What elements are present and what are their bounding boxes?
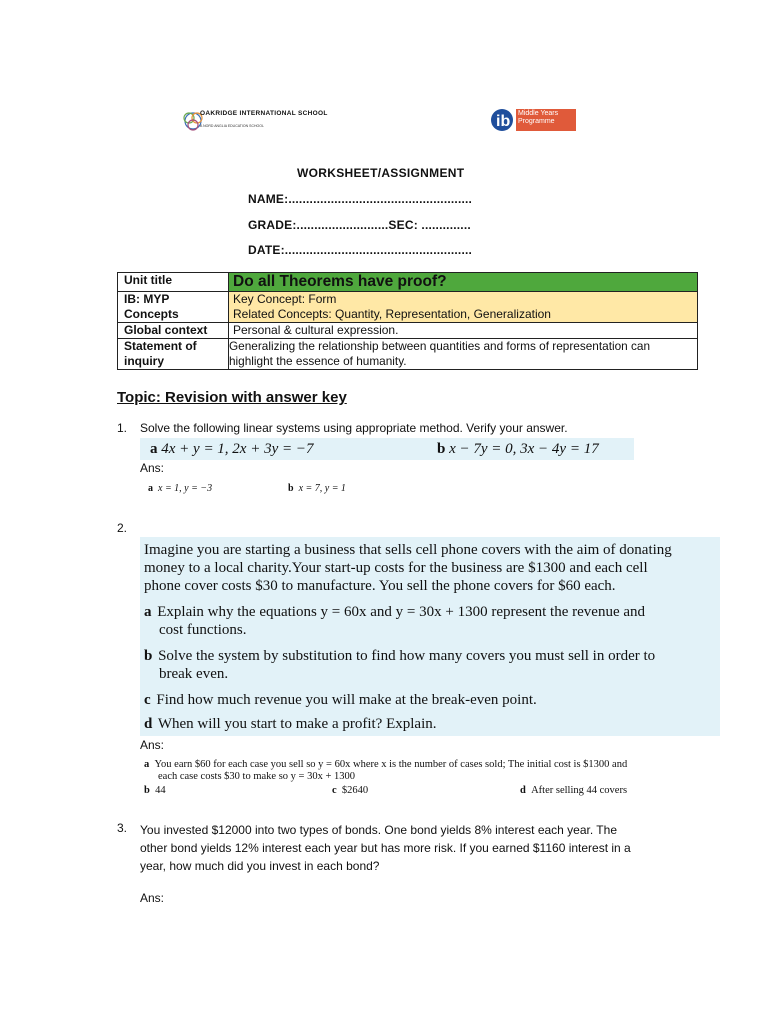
q2-solution-c — [332, 785, 368, 797]
q2-solution-d — [520, 785, 627, 797]
q2-intro — [144, 541, 716, 595]
q1-answer-b — [288, 483, 346, 494]
inquiry-label-line2: inquiry — [124, 354, 165, 368]
q2-b-line1: Solve the system by substitution to find how many covers you must sell in order to — [158, 648, 656, 664]
svg-text:ib: ib — [496, 113, 511, 130]
ib-line-1: Middle Years — [518, 110, 559, 117]
q1-ans-a-value: x = 1, y = −3 — [158, 483, 213, 494]
worksheet-title: WORKSHEET/ASSIGNMENT — [297, 166, 465, 180]
q2-b-line2: break even. — [159, 666, 229, 682]
inquiry-label-line1: Statement of — [124, 339, 197, 353]
q1-ans-label: Ans: — [140, 461, 165, 475]
q2-intro-line1: Imagine you are starting a business that sells cell phone covers with the aim of donating — [144, 542, 672, 558]
school-name: OAKRIDGE INTERNATIONAL SCHOOL — [200, 110, 328, 117]
q2-sol-c-value: $2640 — [341, 785, 369, 796]
q2-part-b — [144, 647, 714, 683]
ib-programme-label — [518, 110, 558, 126]
q2-b-label: b — [144, 648, 153, 664]
q2-d-text: When will you start to make a profit? Explain. — [157, 716, 437, 732]
q1-b-label: b — [437, 441, 446, 457]
q1-part-a — [150, 441, 314, 458]
q1-ans-b-label: b — [288, 483, 294, 494]
school-subtitle: A NORD ANGLIA EDUCATION SCHOOL — [200, 124, 264, 128]
q2-number: 2. — [117, 521, 128, 535]
ib-line-2: Programme — [518, 118, 555, 125]
unit-title-value: Do all Theorems have proof? — [229, 273, 698, 292]
unit-title-label: Unit title — [118, 273, 229, 292]
q2-solution-a — [144, 759, 714, 783]
concepts-label-line1: IB: MYP — [124, 292, 170, 306]
inquiry-value-line1: Generalizing the relationship between quantities and forms of representation can — [229, 339, 651, 353]
q2-a-line1: Explain why the equations y = 60x and y = 30x + 1300 represent the revenue and — [157, 604, 646, 620]
topic-heading: Topic: Revision with answer key — [117, 389, 347, 406]
q2-part-d — [144, 715, 714, 733]
date-field: DATE:..................................................... — [248, 243, 473, 257]
name-field: NAME:.................................................... — [248, 192, 473, 206]
q1-ans-b-value: x = 7, y = 1 — [298, 483, 346, 494]
related-concepts: Related Concepts: Quantity, Representation, Generalization — [233, 307, 551, 321]
q3-line3: year, how much did you invest in each bond? — [140, 859, 380, 873]
q1-part-b — [437, 441, 599, 458]
inquiry-value — [229, 339, 698, 370]
q2-c-text: Find how much revenue you will make at the break-even point. — [156, 692, 537, 708]
concepts-label — [118, 292, 229, 323]
q1-a-label: a — [150, 441, 158, 457]
q2-sol-a-label: a — [144, 759, 150, 770]
q1-b-equation: x − 7y = 0, 3x − 4y = 17 — [449, 441, 599, 457]
q2-sol-d-label: d — [520, 785, 526, 796]
concepts-value — [229, 292, 698, 323]
q2-part-a — [144, 603, 714, 639]
q3-line1: You invested $12000 into two types of bonds. One bond yields 8% interest each year. The — [140, 823, 617, 837]
q1-text: Solve the following linear systems using appropriate method. Verify your answer. — [140, 421, 568, 435]
q2-sol-a-line2: each case costs $30 to make so y = 30x + 1300 — [158, 771, 356, 782]
q2-a-line2: cost functions. — [159, 622, 247, 638]
inquiry-value-line2: highlight the essence of humanity. — [229, 354, 407, 368]
q2-intro-line2: money to a local charity.Your start-up costs for the business are $1300 and each cell — [144, 560, 648, 576]
key-concept: Key Concept: Form — [233, 292, 337, 306]
q3-number: 3. — [117, 821, 128, 835]
q2-part-c — [144, 691, 714, 709]
q2-sol-c-label: c — [332, 785, 337, 796]
q2-c-label: c — [144, 692, 151, 708]
q1-a-equation: 4x + y = 1, 2x + 3y = −7 — [161, 441, 314, 457]
q2-d-label: d — [144, 716, 153, 732]
q1-answer-a — [148, 483, 212, 494]
q3-line2: other bond yields 12% interest each year but has more risk. If you earned $1160 interest in a — [140, 841, 631, 855]
inquiry-label — [118, 339, 229, 370]
q3-ans-label: Ans: — [140, 891, 165, 905]
q1-number: 1. — [117, 421, 128, 435]
concepts-label-line2: Concepts — [124, 307, 179, 321]
q2-ans-label: Ans: — [140, 738, 165, 752]
q3-text — [140, 821, 631, 875]
q2-sol-a-line1: You earn $60 for each case you sell so y = 60x where x is the number of cases sold; The initial cost is $1300 and — [154, 759, 628, 770]
q1-ans-a-label: a — [148, 483, 153, 494]
q2-sol-b-label: b — [144, 785, 150, 796]
grade-field: GRADE:..........................SEC: .............. — [248, 218, 471, 232]
global-context-value: Personal & cultural expression. — [229, 323, 698, 339]
q2-sol-b-value: 44 — [155, 785, 166, 796]
unit-info-table — [117, 272, 698, 370]
q2-intro-line3: phone cover costs $30 to manufacture. You sell the phone covers for $60 each. — [144, 578, 616, 594]
global-context-label: Global context — [118, 323, 229, 339]
q2-a-label: a — [144, 604, 152, 620]
q2-sol-d-value: After selling 44 covers — [531, 785, 628, 796]
q2-solution-b — [144, 785, 166, 797]
